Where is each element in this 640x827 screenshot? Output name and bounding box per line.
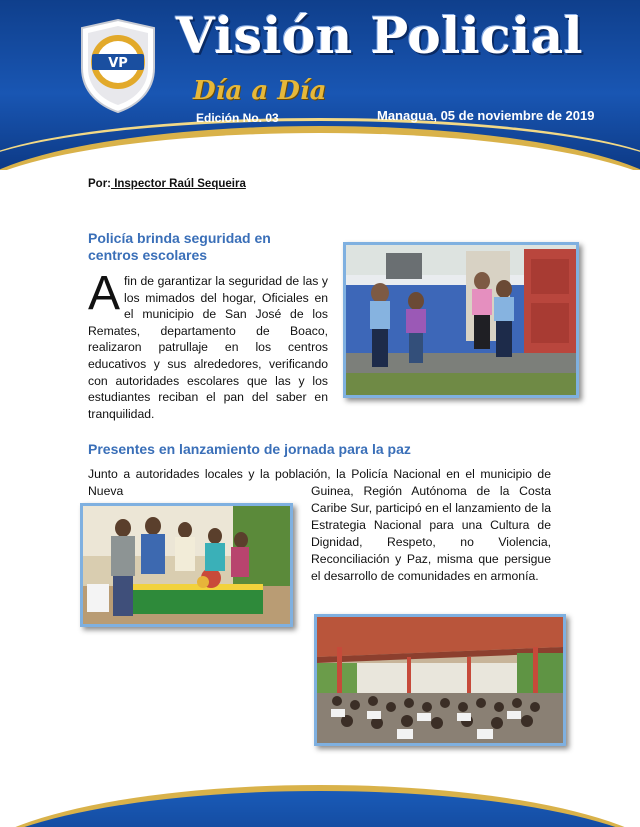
article1-dropcap: A	[88, 267, 121, 320]
article1-heading: Policía brinda seguridad en centros escolares	[88, 230, 271, 263]
byline	[88, 178, 246, 190]
newsletter-title: Visión Policial	[176, 6, 584, 65]
footer-blue-curve	[0, 785, 640, 827]
dateline: Managua, 05 de noviembre de 2019	[377, 108, 595, 123]
article1-body	[88, 267, 328, 422]
logo-text: VP	[108, 56, 128, 71]
peace-launch-table-photo	[80, 503, 293, 627]
police-shield-logo	[78, 18, 158, 114]
newsletter-subtitle: Día a Día	[193, 76, 327, 106]
edition-number: Edición No. 03	[196, 111, 279, 125]
page-footer	[0, 775, 640, 827]
article2-heading: Presentes en lanzamiento de jornada para la paz	[88, 441, 411, 457]
article2-body: Guinea, Región Autónoma de la Costa Caribe Sur, participó en el lanzamiento de la Estrategia Nacional para una Cultura de Dignidad, Respeto, no Violencia, Reconciliación y Paz, misma que persigue el desarrollo de comunidades en armonía.	[311, 484, 551, 583]
byline-author: Inspector Raúl Sequeira	[111, 178, 246, 190]
masthead	[0, 0, 640, 170]
article2-first-line: Junto a autoridades locales y la población, la Policía Nacional en el municipio de Nueva	[88, 467, 551, 498]
article1-text: fin de garantizar la seguridad de las y los mimados del hogar, Oficiales en el municipio de San José de los Remates, departamento de Boaco, realizaron patrullaje en los centros educativos y sus alrededores, verificando con autoridades escolares que las y los estudiantes reciban el pan del saber en tranquilidad.	[88, 274, 328, 421]
school-patrol-photo	[343, 242, 579, 398]
byline-prefix: Por:	[88, 178, 111, 190]
community-meeting-photo	[314, 614, 566, 746]
